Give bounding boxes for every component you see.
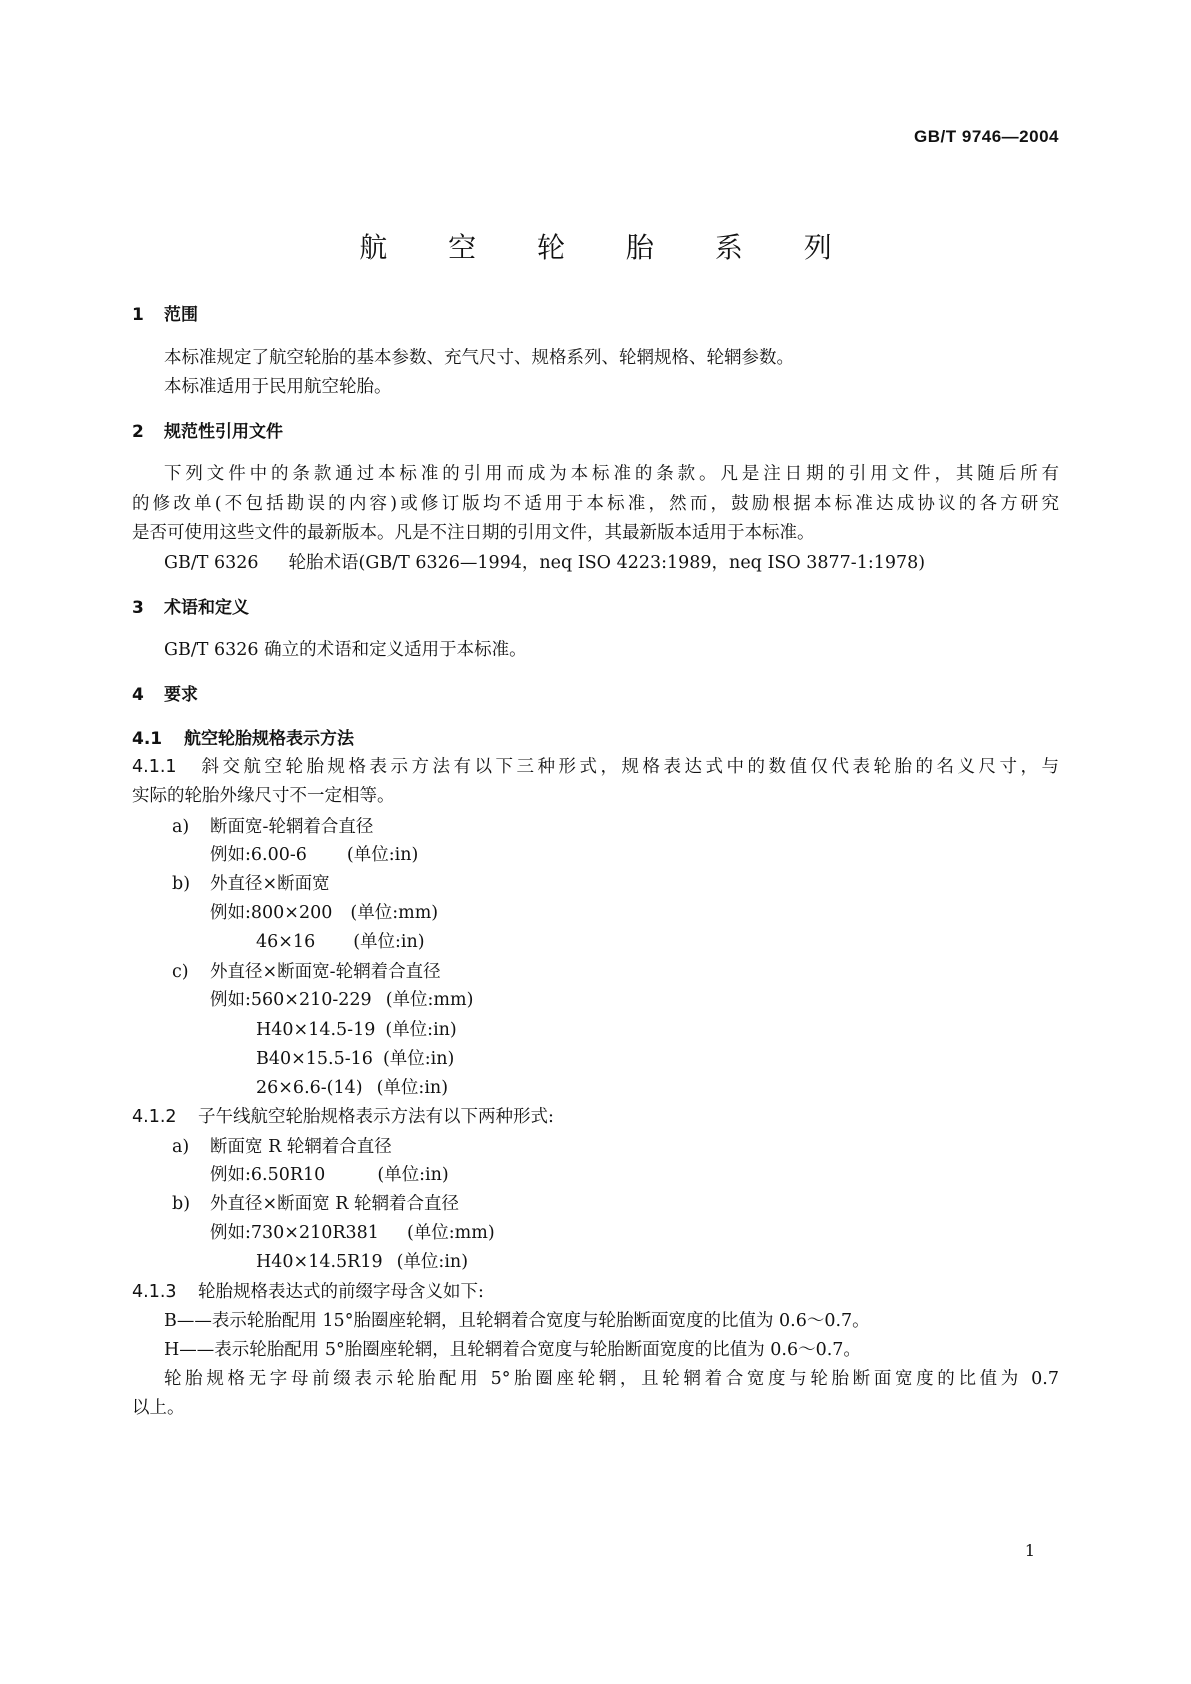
- prefix-h-definition: H——表示轮胎配用 5°胎圈座轮辋，且轮辋着合宽度与轮胎断面宽度的比值为 0.6～0.7。: [164, 1340, 861, 1360]
- clause-4-1-1-text: 斜交航空轮胎规格表示方法有以下三种形式，规格表达式中的数值仅代表轮胎的名义尺寸，与: [198, 757, 1059, 777]
- example-value: 例如:6.50R10: [210, 1165, 326, 1185]
- item-b: [172, 872, 330, 896]
- reference-code: GB/T 6326: [164, 553, 259, 573]
- item-a-label: a): [172, 817, 190, 837]
- item-c: [172, 960, 441, 984]
- item-b: [172, 1192, 459, 1216]
- example-unit: (单位:in): [396, 1252, 469, 1272]
- example-unit: (单位:in): [382, 1049, 455, 1069]
- item-c-label: c): [172, 962, 189, 982]
- section-3-number: 3: [132, 598, 144, 618]
- clause-4-1-1-number: 4.1.1: [132, 757, 177, 777]
- section-1-paragraph-1: 本标准规定了航空轮胎的基本参数、充气尺寸、规格系列、轮辋规格、轮辋参数。: [164, 348, 794, 368]
- no-prefix-definition-line-2: 以上。: [132, 1398, 185, 1418]
- item-a: [172, 1135, 392, 1159]
- example-unit: (单位:mm): [350, 903, 439, 923]
- example-value: 例如:6.00-6: [210, 845, 307, 865]
- clause-4-1-2-number: 4.1.2: [132, 1107, 177, 1127]
- example-unit: (单位:in): [385, 1020, 457, 1040]
- item-a: [172, 815, 373, 839]
- no-prefix-definition-line-1: 轮胎规格无字母前缀表示轮胎配用 5°胎圈座轮辋，且轮辋着合宽度与轮胎断面宽度的比值为 0.7: [164, 1369, 1059, 1389]
- clause-4-1-2-line-1: [132, 1105, 554, 1129]
- normative-reference: [164, 551, 925, 575]
- subsection-4-1-heading: [132, 727, 354, 751]
- example-unit: (单位:in): [376, 1078, 449, 1098]
- page-number: 1: [1024, 1541, 1035, 1560]
- example-value: 例如:560×210-229: [210, 990, 372, 1010]
- section-3-paragraph: GB/T 6326 确立的术语和定义适用于本标准。: [164, 640, 527, 660]
- item-c-text: 外直径×断面宽-轮辋着合直径: [210, 962, 441, 982]
- section-2-title: 规范性引用文件: [164, 422, 283, 442]
- section-4-title: 要求: [164, 685, 198, 705]
- item-b-text: 外直径×断面宽: [210, 874, 330, 894]
- prefix-b-definition: B——表示轮胎配用 15°胎圈座轮辋，且轮辋着合宽度与轮胎断面宽度的比值为 0.6～0.7。: [164, 1311, 870, 1331]
- example-value: 例如:730×210R381: [210, 1223, 379, 1243]
- section-2-paragraph-line-3: 是否可使用这些文件的最新版本。凡是不注日期的引用文件，其最新版本适用于本标准。: [132, 523, 815, 543]
- clause-4-1-3-line-1: [132, 1280, 484, 1304]
- example-line: [210, 901, 438, 925]
- clause-4-1-3-text: 轮胎规格表达式的前缀字母含义如下:: [198, 1282, 484, 1302]
- example-value: 46×16: [256, 932, 316, 952]
- document-title: 航 空 轮 胎 系 列: [359, 231, 858, 264]
- example-value: H40×14.5R19: [256, 1252, 383, 1272]
- example-line: [256, 1047, 454, 1071]
- section-3-title: 术语和定义: [164, 598, 249, 618]
- section-4-heading: [132, 683, 198, 707]
- clause-4-1-2-text: 子午线航空轮胎规格表示方法有以下两种形式:: [198, 1107, 554, 1127]
- example-line: [256, 1076, 448, 1100]
- example-value: B40×15.5-16: [256, 1049, 373, 1069]
- section-1-title: 范围: [164, 305, 198, 325]
- example-line: [210, 1163, 449, 1187]
- example-line: [210, 988, 473, 1012]
- item-a-label: a): [172, 1137, 190, 1157]
- section-1-heading: [132, 303, 198, 327]
- section-2-number: 2: [132, 422, 144, 442]
- section-2-paragraph-line-2: 的修改单(不包括勘误的内容)或修订版均不适用于本标准，然而，鼓励根据本标准达成协议的各方研究: [132, 494, 1059, 514]
- subsection-4-1-title: 航空轮胎规格表示方法: [184, 729, 354, 749]
- section-2-heading: [132, 420, 283, 444]
- item-b-text: 外直径×断面宽 R 轮辋着合直径: [210, 1194, 459, 1214]
- clause-4-1-1-line-2: 实际的轮胎外缘尺寸不一定相等。: [132, 786, 395, 806]
- subsection-4-1-number: 4.1: [132, 729, 163, 749]
- item-a-text: 断面宽-轮辋着合直径: [210, 817, 374, 837]
- example-value: 26×6.6-(14): [256, 1078, 363, 1098]
- example-unit: (单位:in): [377, 1165, 449, 1185]
- section-4-number: 4: [132, 685, 144, 705]
- section-3-heading: [132, 596, 249, 620]
- example-line: [256, 930, 425, 954]
- example-unit: (单位:mm): [406, 1223, 495, 1243]
- example-line: [256, 1018, 457, 1042]
- example-value: H40×14.5-19: [256, 1020, 376, 1040]
- example-value: 例如:800×200: [210, 903, 333, 923]
- section-2-paragraph-line-1: 下列文件中的条款通过本标准的引用而成为本标准的条款。凡是注日期的引用文件，其随后所有: [164, 464, 1059, 484]
- item-b-label: b): [172, 1194, 191, 1214]
- section-1-number: 1: [132, 305, 144, 325]
- clause-4-1-1-line-1: [132, 755, 1059, 779]
- example-line: [210, 1221, 495, 1245]
- example-line: [210, 843, 418, 867]
- example-unit: (单位:mm): [385, 990, 474, 1010]
- example-unit: (单位:in): [346, 845, 419, 865]
- clause-4-1-3-number: 4.1.3: [132, 1282, 177, 1302]
- reference-title: 轮胎术语(GB/T 6326—1994，neq ISO 4223:1989，neq ISO 3877-1:1978): [288, 553, 926, 573]
- section-1-paragraph-2: 本标准适用于民用航空轮胎。: [164, 377, 392, 397]
- item-b-label: b): [172, 874, 191, 894]
- standard-number: GB/T 9746—2004: [914, 127, 1059, 146]
- item-a-text: 断面宽 R 轮辋着合直径: [210, 1137, 392, 1157]
- example-unit: (单位:in): [353, 932, 425, 952]
- example-line: [256, 1250, 468, 1274]
